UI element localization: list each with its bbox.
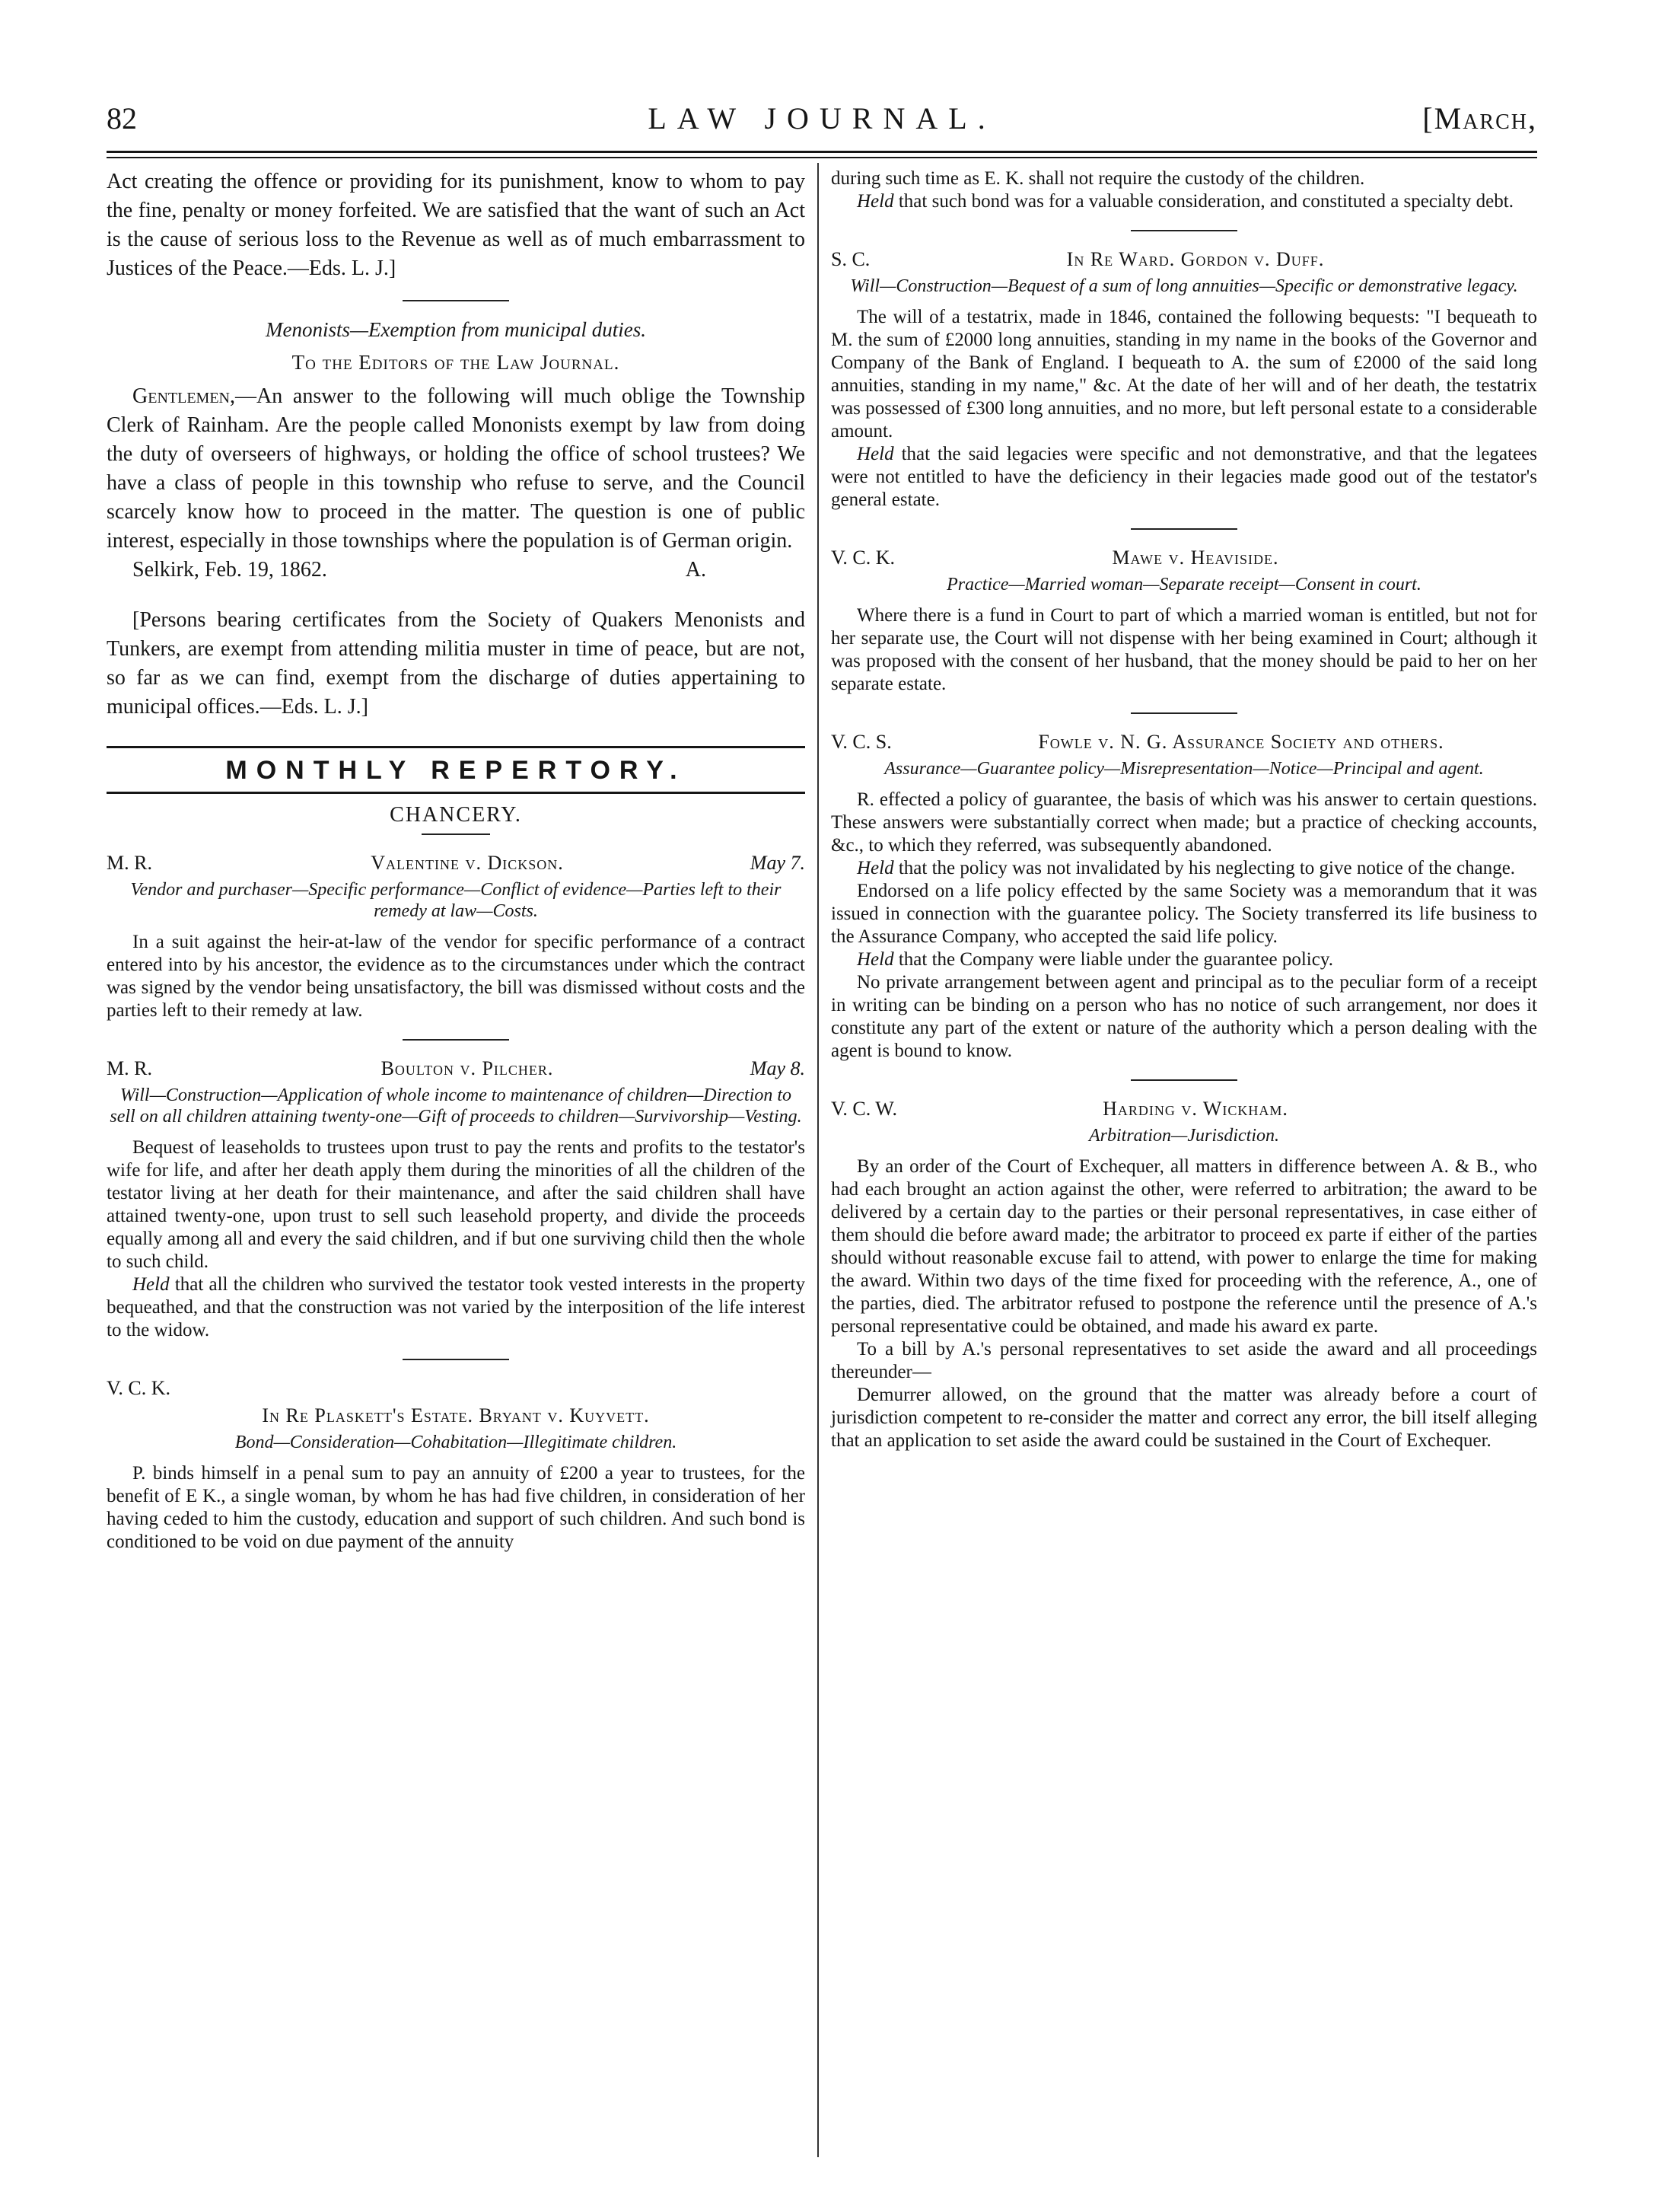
case-court: M. R. xyxy=(107,1057,152,1079)
case-date-spacer xyxy=(1446,547,1537,569)
held-word: Held xyxy=(857,858,894,878)
held-text: that the Company were liable under the guarantee policy. xyxy=(893,949,1333,970)
case-body: Endorsed on a life policy effected by the same Society was a memorandum that it was issued in connection with the guarantee policy. The Society transferred its life business to the Assurance Company, who accepted the said life policy. xyxy=(831,881,1537,947)
case-headnote: Will—Construction—Application of whole income to maintenance of children—Direction to sell on all children attaining twenty-one—Gift of proceeds to children—Survivorship—Vesting. xyxy=(110,1085,802,1127)
case-report xyxy=(831,167,1537,213)
case-heading xyxy=(107,1057,805,1080)
case-heading xyxy=(831,1098,1537,1120)
case-report xyxy=(831,731,1537,1063)
held-word: Held xyxy=(857,191,894,212)
letter-salutation: Gentlemen, xyxy=(132,384,235,408)
case-title: Valentine v. Dickson. xyxy=(371,852,564,874)
held-word: Held xyxy=(857,949,894,970)
case-held xyxy=(831,190,1537,213)
case-heading xyxy=(107,852,805,875)
header-rule-thin xyxy=(107,157,1537,158)
case-headnote: Assurance—Guarantee policy—Misrepresentation—Notice—Principal and agent. xyxy=(884,759,1484,779)
case-body: By an order of the Court of Exchequer, all matters in difference between A. & B., who had each brought an action against the other, were referred to arbitration; the award to be delivered by a certain day to the parties or their personal representatives, in case either of them should die before award made; the arbitrator to proceed ex parte if either of the parties should without reasonable excuse fail to attend, with power to enlarge the time for making the award. Within two days of the time fixed for proceeding with the reference, A., one of the parties, died. The arbitrator refused to postpone the reference until the presence of A.'s personal representative could be obtained, and made his award ex parte. xyxy=(831,1156,1537,1337)
page-header xyxy=(107,100,1537,149)
letter-body xyxy=(107,382,805,556)
court-heading: CHANCERY. xyxy=(390,803,522,827)
held-text: that such bond was for a valuable consideration, and constituted a specialty debt. xyxy=(893,191,1514,212)
case-title: Mawe v. Heaviside. xyxy=(1112,547,1279,569)
held-text: that the said legacies were specific and not demonstrative, and that the legatees were not entitled to have the deficiency in their legacies made good out of the testator's general estate. xyxy=(831,444,1537,510)
case-headnote: Practice—Married woman—Separate receipt—Consent in court. xyxy=(947,575,1421,594)
case-report xyxy=(107,852,805,1022)
section-rule xyxy=(422,833,490,835)
section-rule xyxy=(1131,230,1237,231)
journal-title: LAW JOURNAL. xyxy=(648,101,996,135)
case-title: Fowle v. N. G. Assurance Society and others. xyxy=(1038,731,1444,753)
case-heading xyxy=(831,547,1537,569)
case-title: In Re Ward. Gordon v. Duff. xyxy=(1066,248,1325,270)
case-headnote: Arbitration—Jurisdiction. xyxy=(1088,1126,1279,1146)
held-word: Held xyxy=(132,1274,170,1295)
case-court: M. R. xyxy=(107,852,152,874)
case-date: May 7. xyxy=(750,852,805,874)
section-rule xyxy=(1131,1079,1237,1081)
issue-month: [March, xyxy=(1422,101,1537,135)
section-rule xyxy=(403,1039,509,1041)
case-court: V. C. K. xyxy=(107,1377,171,1399)
case-title: Harding v. Wickham. xyxy=(1103,1098,1288,1120)
case-heading xyxy=(831,731,1537,754)
case-report xyxy=(831,547,1537,696)
case-body: P. binds himself in a penal sum to pay an annuity of £200 a year to trustees, for the benefit of E K., a single woman, by whom he has had five children, in consideration of her having ceded to him the custody, education and support of such children. And such bond is conditioned to be void on due payment of the annuity xyxy=(107,1463,805,1552)
case-body: Demurrer allowed, on the ground that the matter was already before a court of jurisdiction competent to re-consider the matter and correct any error, the bill itself alleging that an application to set aside the award could be sustained in the Court of Exchequer. xyxy=(831,1385,1537,1451)
right-continuation: during such time as E. K. shall not require the custody of the children. xyxy=(831,168,1365,189)
held-text: that all the children who survived the testator took vested interests in the property bequeathed, and that the construction was not varied by the interposition of the life interest to the widow. xyxy=(107,1274,805,1340)
correspondence xyxy=(107,167,805,722)
case-body: The will of a testatrix, made in 1846, contained the following bequests: "I bequeath to M. the sum of £2000 long annuities, standing in my name in the books of the Governor and Company of the Bank of England. I bequeath to A. the sum of £2000 of the said long annuities, standing in my name," &c. At the date of her will and of her death, the testatrix was possessed of £300 long annuities, and no more, but left personal estate to a considerable amount. xyxy=(831,307,1537,441)
case-court: S. C. xyxy=(831,248,871,270)
section-rule xyxy=(1131,528,1237,530)
case-heading xyxy=(831,248,1537,271)
case-body: In a suit against the heir-at-law of the vendor for specific performance of a contract entered into by his ancestor, the evidence as to the circumstances under which the contract was signed by the vendor being unsatisfactory, the bill was dismissed without costs and the parties left to their remedy at law. xyxy=(107,932,805,1021)
case-held xyxy=(107,1273,805,1342)
case-date-spacer xyxy=(1446,248,1537,271)
section-rule xyxy=(403,300,509,301)
letter-text: —An answer to the following will much oblige the Township Clerk of Rainham. Are the people called Mononists exempt by law from doing the duty of overseers of highways, or holding the office of school trustees? We have a class of people in this township who refuse to serve, and the Council scarcely know how to proceed in the matter. The question is one of public interest, especially in those townships where the population is of German origin. xyxy=(107,384,805,553)
letter-place-date: Selkirk, Feb. 19, 1862. xyxy=(132,558,327,582)
letter-subject: Menonists—Exemption from municipal duties. xyxy=(266,318,646,341)
case-headnote: Bond—Consideration—Cohabitation—Illegitimate children. xyxy=(234,1433,677,1452)
case-held xyxy=(831,857,1537,880)
case-headnote: Will—Construction—Bequest of a sum of long annuities—Specific or demonstrative legacy. xyxy=(850,276,1518,296)
case-report xyxy=(831,1098,1537,1452)
section-title: MONTHLY REPERTORY. xyxy=(107,746,805,794)
case-body: R. effected a policy of guarantee, the basis of which was his answer to certain questions. These answers were substantially correct when made; but a practice of checking accounts, &c., to which they referred, was subsequently abandoned. xyxy=(831,789,1537,856)
held-text: that the policy was not invalidated by his neglecting to give notice of the change. xyxy=(893,858,1516,878)
letter-to-editors: To the Editors of the Law Journal. xyxy=(291,351,620,374)
left-continuation: Act creating the offence or providing for its punishment, know to whom to pay the fine, penalty or money forfeited. We are satisfied that the want of such an Act is the cause of serious loss to the Revenue as well as of much embarrassment to Justices of the Peace.—Eds. L. J.] xyxy=(107,170,805,280)
right-column xyxy=(831,167,1537,1452)
case-date: May 8. xyxy=(750,1057,805,1079)
letter-signoff xyxy=(107,556,805,585)
section-rule xyxy=(403,1359,509,1360)
case-court: V. C. S. xyxy=(831,731,892,753)
case-title: In Re Plaskett's Estate. Bryant v. Kuyvett. xyxy=(262,1404,650,1426)
case-body: To a bill by A.'s personal representatives to set aside the award and all proceedings thereunder— xyxy=(831,1339,1537,1382)
case-body: Bequest of leaseholds to trustees upon trust to pay the rents and profits to the testator's wife for life, and after her death apply them during the minorities of all the children of the testator living at her death for their maintenance, and after the said children shall have attained twenty-one, upon trust to sell such leasehold property, and divide the proceeds equally among all and every the said children, and if but one surviving child then the whole to such child. xyxy=(107,1137,805,1272)
case-heading xyxy=(107,1377,805,1400)
case-body: Where there is a fund in Court to part of which a married woman is entitled, but not for her separate use, the Court will not dispense with her being examined in Court; although it was proposed with the consent of her husband, that the money should be paid to her on her separate estate. xyxy=(831,605,1537,694)
letter-signature: A. xyxy=(685,558,706,582)
case-court: V. C. W. xyxy=(831,1098,897,1120)
editor-reply: [Persons bearing certificates from the Society of Quakers Menonists and Tunkers, are exempt from attending militia muster in time of peace, but are not, so far as we can find, exempt from the discharge of duties appertaining to municipal offices.—Eds. L. J.] xyxy=(107,608,805,719)
case-held xyxy=(831,948,1537,971)
case-body: No private arrangement between agent and principal as to the peculiar form of a receipt in writing can be binding on a person who has no notice of such arrangement, nor does it constitute any part of the extent or nature of the authority which a person dealing with the agent is bound to know. xyxy=(831,972,1537,1061)
case-court: V. C. K. xyxy=(831,547,896,569)
case-date-spacer xyxy=(1446,1098,1537,1120)
case-held xyxy=(831,443,1537,512)
header-rule-thick xyxy=(107,151,1537,153)
case-headnote: Vendor and purchaser—Specific performance—Conflict of evidence—Parties left to their remedy at law—Costs. xyxy=(130,880,782,921)
spacer xyxy=(107,585,805,606)
column-divider xyxy=(817,163,819,2157)
case-report xyxy=(831,248,1537,512)
case-report xyxy=(107,1057,805,1342)
held-word: Held xyxy=(857,444,894,464)
section-rule xyxy=(1131,712,1237,714)
left-column xyxy=(107,167,805,1554)
case-title: Boulton v. Pilcher. xyxy=(380,1057,554,1079)
page-number: 82 xyxy=(107,101,137,135)
case-report xyxy=(107,1377,805,1554)
